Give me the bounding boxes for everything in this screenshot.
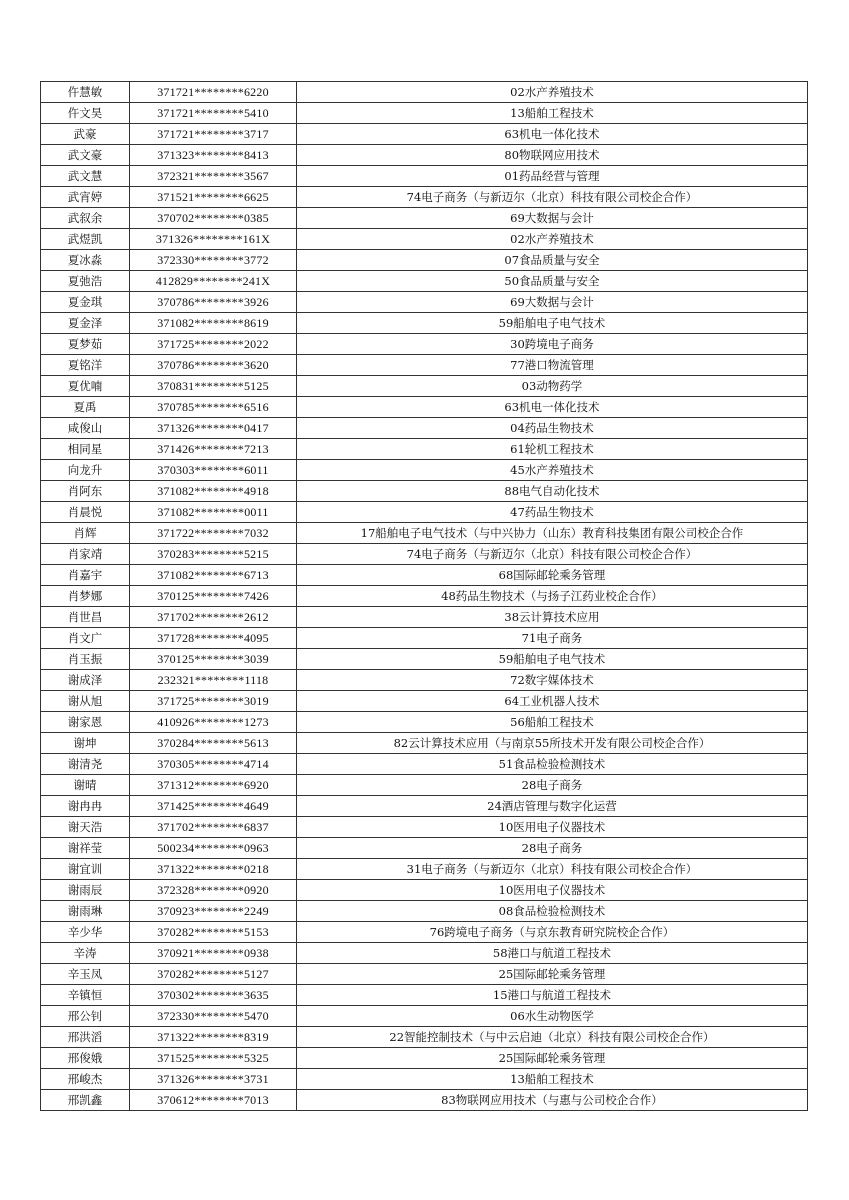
id-number-cell: 370923********2249 bbox=[130, 901, 297, 922]
id-number-cell: 371721********6220 bbox=[130, 82, 297, 103]
major-cell: 02水产养殖技术 bbox=[297, 82, 808, 103]
major-cell: 76跨境电子商务（与京东教育研究院校企合作） bbox=[297, 922, 808, 943]
student-name-cell: 谢坤 bbox=[41, 733, 130, 754]
id-number-cell: 371322********0218 bbox=[130, 859, 297, 880]
roster-body bbox=[41, 82, 808, 1111]
major-cell: 01药品经营与管理 bbox=[297, 166, 808, 187]
student-name-cell: 邢洪滔 bbox=[41, 1027, 130, 1048]
id-number-cell: 371326********0417 bbox=[130, 418, 297, 439]
id-number-cell: 372330********3772 bbox=[130, 250, 297, 271]
id-number-cell: 371323********8413 bbox=[130, 145, 297, 166]
id-number-cell: 370612********7013 bbox=[130, 1090, 297, 1111]
major-cell: 80物联网应用技术 bbox=[297, 145, 808, 166]
id-number-cell: 370702********0385 bbox=[130, 208, 297, 229]
student-name-cell: 邢凯鑫 bbox=[41, 1090, 130, 1111]
table-row bbox=[41, 355, 808, 376]
student-name-cell: 谢宜训 bbox=[41, 859, 130, 880]
student-name-cell: 夏冰淼 bbox=[41, 250, 130, 271]
student-roster-table bbox=[40, 81, 808, 1111]
table-row bbox=[41, 649, 808, 670]
id-number-cell: 371725********3019 bbox=[130, 691, 297, 712]
student-name-cell: 辛涛 bbox=[41, 943, 130, 964]
table-row bbox=[41, 817, 808, 838]
id-number-cell: 371082********0011 bbox=[130, 502, 297, 523]
table-row bbox=[41, 838, 808, 859]
major-cell: 07食品质量与安全 bbox=[297, 250, 808, 271]
major-cell: 72数字媒体技术 bbox=[297, 670, 808, 691]
student-name-cell: 肖辉 bbox=[41, 523, 130, 544]
id-number-cell: 232321********1118 bbox=[130, 670, 297, 691]
student-name-cell: 向龙升 bbox=[41, 460, 130, 481]
major-cell: 63机电一体化技术 bbox=[297, 397, 808, 418]
table-row bbox=[41, 1048, 808, 1069]
table-row bbox=[41, 544, 808, 565]
table-row bbox=[41, 607, 808, 628]
table-row bbox=[41, 397, 808, 418]
table-row bbox=[41, 964, 808, 985]
major-cell: 77港口物流管理 bbox=[297, 355, 808, 376]
table-row bbox=[41, 208, 808, 229]
table-row bbox=[41, 943, 808, 964]
table-row bbox=[41, 418, 808, 439]
student-name-cell: 武煜凯 bbox=[41, 229, 130, 250]
table-row bbox=[41, 1027, 808, 1048]
student-name-cell: 武文慧 bbox=[41, 166, 130, 187]
major-cell: 10医用电子仪器技术 bbox=[297, 880, 808, 901]
major-cell: 88电气自动化技术 bbox=[297, 481, 808, 502]
id-number-cell: 370283********5215 bbox=[130, 544, 297, 565]
major-cell: 74电子商务（与新迈尔（北京）科技有限公司校企合作） bbox=[297, 187, 808, 208]
major-cell: 25国际邮轮乘务管理 bbox=[297, 1048, 808, 1069]
table-row bbox=[41, 922, 808, 943]
id-number-cell: 371425********4649 bbox=[130, 796, 297, 817]
id-number-cell: 370305********4714 bbox=[130, 754, 297, 775]
student-name-cell: 仵慧敏 bbox=[41, 82, 130, 103]
major-cell: 61轮机工程技术 bbox=[297, 439, 808, 460]
table-row bbox=[41, 712, 808, 733]
table-row bbox=[41, 733, 808, 754]
student-name-cell: 夏优喃 bbox=[41, 376, 130, 397]
student-name-cell: 肖嘉宇 bbox=[41, 565, 130, 586]
student-name-cell: 肖家靖 bbox=[41, 544, 130, 565]
id-number-cell: 371702********6837 bbox=[130, 817, 297, 838]
student-name-cell: 相同星 bbox=[41, 439, 130, 460]
major-cell: 58港口与航道工程技术 bbox=[297, 943, 808, 964]
student-name-cell: 肖世昌 bbox=[41, 607, 130, 628]
major-cell: 30跨境电子商务 bbox=[297, 334, 808, 355]
student-name-cell: 夏金琪 bbox=[41, 292, 130, 313]
table-row bbox=[41, 565, 808, 586]
table-row bbox=[41, 334, 808, 355]
table-row bbox=[41, 460, 808, 481]
id-number-cell: 371702********2612 bbox=[130, 607, 297, 628]
major-cell: 17船舶电子电气技术（与中兴协力（山东）教育科技集团有限公司校企合作 bbox=[297, 523, 808, 544]
table-row bbox=[41, 775, 808, 796]
table-row bbox=[41, 376, 808, 397]
id-number-cell: 371722********7032 bbox=[130, 523, 297, 544]
major-cell: 25国际邮轮乘务管理 bbox=[297, 964, 808, 985]
major-cell: 74电子商务（与新迈尔（北京）科技有限公司校企合作） bbox=[297, 544, 808, 565]
student-name-cell: 谢晴 bbox=[41, 775, 130, 796]
student-name-cell: 辛玉凤 bbox=[41, 964, 130, 985]
id-number-cell: 370303********6011 bbox=[130, 460, 297, 481]
id-number-cell: 371525********5325 bbox=[130, 1048, 297, 1069]
major-cell: 08食品检验检测技术 bbox=[297, 901, 808, 922]
student-name-cell: 夏铭洋 bbox=[41, 355, 130, 376]
id-number-cell: 371721********3717 bbox=[130, 124, 297, 145]
id-number-cell: 371082********4918 bbox=[130, 481, 297, 502]
table-row bbox=[41, 523, 808, 544]
id-number-cell: 371322********8319 bbox=[130, 1027, 297, 1048]
major-cell: 51食品检验检测技术 bbox=[297, 754, 808, 775]
table-row bbox=[41, 103, 808, 124]
major-cell: 22智能控制技术（与中云启迪（北京）科技有限公司校企合作） bbox=[297, 1027, 808, 1048]
major-cell: 68国际邮轮乘务管理 bbox=[297, 565, 808, 586]
table-row bbox=[41, 166, 808, 187]
id-number-cell: 370125********7426 bbox=[130, 586, 297, 607]
major-cell: 13船舶工程技术 bbox=[297, 103, 808, 124]
major-cell: 38云计算技术应用 bbox=[297, 607, 808, 628]
student-name-cell: 辛镇恒 bbox=[41, 985, 130, 1006]
id-number-cell: 412829********241X bbox=[130, 271, 297, 292]
table-row bbox=[41, 985, 808, 1006]
major-cell: 50食品质量与安全 bbox=[297, 271, 808, 292]
table-row bbox=[41, 250, 808, 271]
table-row bbox=[41, 145, 808, 166]
id-number-cell: 371312********6920 bbox=[130, 775, 297, 796]
major-cell: 47药品生物技术 bbox=[297, 502, 808, 523]
id-number-cell: 370125********3039 bbox=[130, 649, 297, 670]
id-number-cell: 371082********8619 bbox=[130, 313, 297, 334]
major-cell: 45水产养殖技术 bbox=[297, 460, 808, 481]
major-cell: 10医用电子仪器技术 bbox=[297, 817, 808, 838]
table-row bbox=[41, 481, 808, 502]
student-name-cell: 夏梦茹 bbox=[41, 334, 130, 355]
id-number-cell: 371721********5410 bbox=[130, 103, 297, 124]
student-name-cell: 谢天浩 bbox=[41, 817, 130, 838]
table-row bbox=[41, 880, 808, 901]
id-number-cell: 371521********6625 bbox=[130, 187, 297, 208]
table-row bbox=[41, 313, 808, 334]
major-cell: 13船舶工程技术 bbox=[297, 1069, 808, 1090]
major-cell: 15港口与航道工程技术 bbox=[297, 985, 808, 1006]
id-number-cell: 371725********2022 bbox=[130, 334, 297, 355]
student-name-cell: 邢公钊 bbox=[41, 1006, 130, 1027]
id-number-cell: 372328********0920 bbox=[130, 880, 297, 901]
major-cell: 82云计算技术应用（与南京55所技术开发有限公司校企合作） bbox=[297, 733, 808, 754]
student-name-cell: 武文豪 bbox=[41, 145, 130, 166]
student-name-cell: 谢清尧 bbox=[41, 754, 130, 775]
student-name-cell: 谢冉冉 bbox=[41, 796, 130, 817]
major-cell: 03动物药学 bbox=[297, 376, 808, 397]
student-name-cell: 武宵婷 bbox=[41, 187, 130, 208]
major-cell: 83物联网应用技术（与惠与公司校企合作） bbox=[297, 1090, 808, 1111]
major-cell: 59船舶电子电气技术 bbox=[297, 649, 808, 670]
major-cell: 04药品生物技术 bbox=[297, 418, 808, 439]
major-cell: 24酒店管理与数字化运营 bbox=[297, 796, 808, 817]
id-number-cell: 371326********161X bbox=[130, 229, 297, 250]
student-name-cell: 谢雨琳 bbox=[41, 901, 130, 922]
id-number-cell: 500234********0963 bbox=[130, 838, 297, 859]
major-cell: 28电子商务 bbox=[297, 838, 808, 859]
major-cell: 56船舶工程技术 bbox=[297, 712, 808, 733]
table-row bbox=[41, 229, 808, 250]
id-number-cell: 372321********3567 bbox=[130, 166, 297, 187]
student-name-cell: 肖文广 bbox=[41, 628, 130, 649]
student-name-cell: 邢峻杰 bbox=[41, 1069, 130, 1090]
student-name-cell: 肖梦娜 bbox=[41, 586, 130, 607]
student-name-cell: 咸俊山 bbox=[41, 418, 130, 439]
table-row bbox=[41, 271, 808, 292]
id-number-cell: 370284********5613 bbox=[130, 733, 297, 754]
table-row bbox=[41, 754, 808, 775]
student-name-cell: 谢雨辰 bbox=[41, 880, 130, 901]
major-cell: 71电子商务 bbox=[297, 628, 808, 649]
student-name-cell: 夏禹 bbox=[41, 397, 130, 418]
major-cell: 31电子商务（与新迈尔（北京）科技有限公司校企合作） bbox=[297, 859, 808, 880]
student-name-cell: 肖玉振 bbox=[41, 649, 130, 670]
table-row bbox=[41, 586, 808, 607]
id-number-cell: 370282********5127 bbox=[130, 964, 297, 985]
student-name-cell: 辛少华 bbox=[41, 922, 130, 943]
major-cell: 69大数据与会计 bbox=[297, 208, 808, 229]
id-number-cell: 371426********7213 bbox=[130, 439, 297, 460]
id-number-cell: 370921********0938 bbox=[130, 943, 297, 964]
student-name-cell: 肖阿东 bbox=[41, 481, 130, 502]
id-number-cell: 370786********3620 bbox=[130, 355, 297, 376]
student-name-cell: 夏弛浩 bbox=[41, 271, 130, 292]
id-number-cell: 370786********3926 bbox=[130, 292, 297, 313]
major-cell: 59船舶电子电气技术 bbox=[297, 313, 808, 334]
id-number-cell: 371326********3731 bbox=[130, 1069, 297, 1090]
table-row bbox=[41, 124, 808, 145]
id-number-cell: 372330********5470 bbox=[130, 1006, 297, 1027]
id-number-cell: 370785********6516 bbox=[130, 397, 297, 418]
table-row bbox=[41, 1090, 808, 1111]
table-row bbox=[41, 439, 808, 460]
student-name-cell: 仵文昊 bbox=[41, 103, 130, 124]
student-name-cell: 谢祥莹 bbox=[41, 838, 130, 859]
id-number-cell: 371082********6713 bbox=[130, 565, 297, 586]
table-row bbox=[41, 691, 808, 712]
id-number-cell: 371728********4095 bbox=[130, 628, 297, 649]
table-row bbox=[41, 901, 808, 922]
student-name-cell: 谢家恩 bbox=[41, 712, 130, 733]
table-row bbox=[41, 82, 808, 103]
major-cell: 28电子商务 bbox=[297, 775, 808, 796]
major-cell: 69大数据与会计 bbox=[297, 292, 808, 313]
table-row bbox=[41, 292, 808, 313]
table-row bbox=[41, 1006, 808, 1027]
table-row bbox=[41, 670, 808, 691]
student-name-cell: 谢成泽 bbox=[41, 670, 130, 691]
table-row bbox=[41, 187, 808, 208]
id-number-cell: 370302********3635 bbox=[130, 985, 297, 1006]
id-number-cell: 370282********5153 bbox=[130, 922, 297, 943]
major-cell: 02水产养殖技术 bbox=[297, 229, 808, 250]
major-cell: 06水生动物医学 bbox=[297, 1006, 808, 1027]
id-number-cell: 370831********5125 bbox=[130, 376, 297, 397]
student-name-cell: 邢俊娥 bbox=[41, 1048, 130, 1069]
student-name-cell: 肖晨悦 bbox=[41, 502, 130, 523]
major-cell: 48药品生物技术（与扬子江药业校企合作） bbox=[297, 586, 808, 607]
major-cell: 63机电一体化技术 bbox=[297, 124, 808, 145]
student-name-cell: 谢从旭 bbox=[41, 691, 130, 712]
student-name-cell: 武叙余 bbox=[41, 208, 130, 229]
student-name-cell: 武豪 bbox=[41, 124, 130, 145]
table-row bbox=[41, 1069, 808, 1090]
table-row bbox=[41, 859, 808, 880]
major-cell: 64工业机器人技术 bbox=[297, 691, 808, 712]
student-name-cell: 夏金泽 bbox=[41, 313, 130, 334]
table-row bbox=[41, 628, 808, 649]
table-row bbox=[41, 796, 808, 817]
id-number-cell: 410926********1273 bbox=[130, 712, 297, 733]
table-row bbox=[41, 502, 808, 523]
